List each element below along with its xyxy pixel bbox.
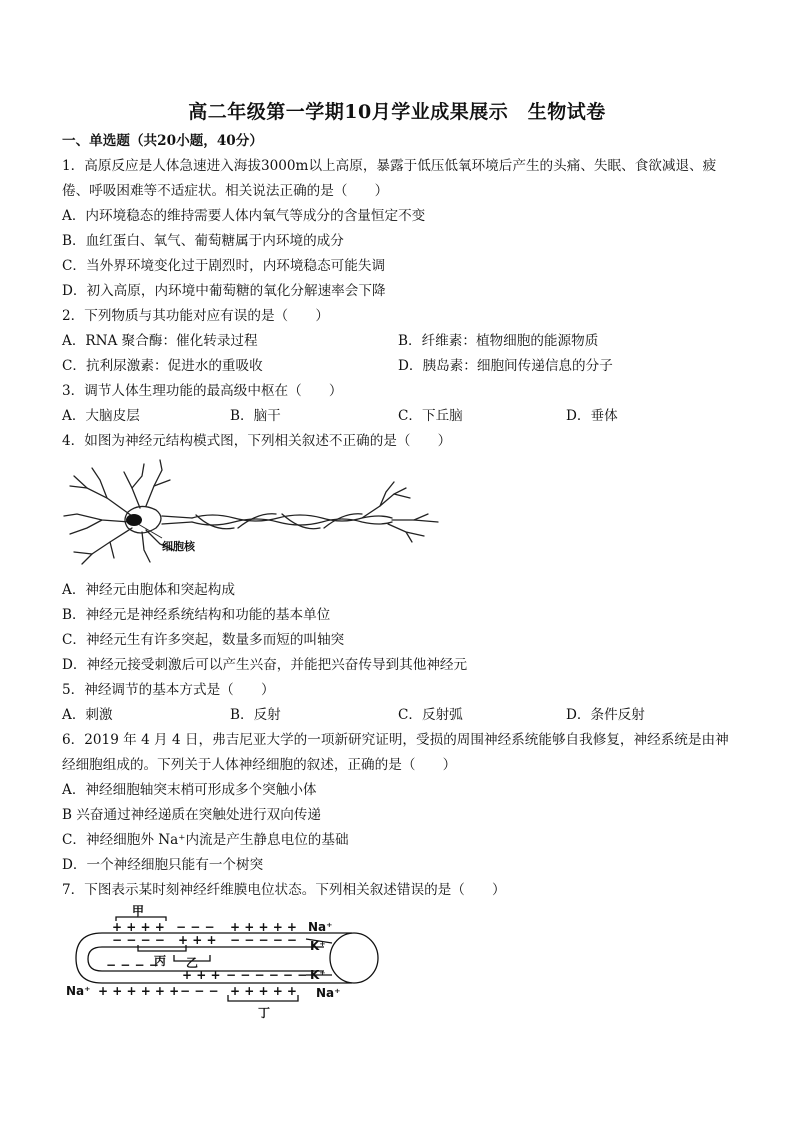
q2-stem: 2．下列物质与其功能对应有误的是（ ） <box>62 308 329 324</box>
q6-option-c: C．神经细胞外 Na⁺内流是产生静息电位的基础 <box>62 832 349 848</box>
label-bing: 丙 <box>154 954 167 968</box>
bot-inner-left-charges: − − − − <box>106 958 159 972</box>
top-inner-mid-charges: + + + <box>178 933 217 947</box>
bot-inner-mid-charges: + + + <box>182 968 221 982</box>
label-k-bottom: K⁺ <box>310 968 326 982</box>
label-na-top: Na⁺ <box>308 920 333 934</box>
q7-stem: 7．下图表示某时刻神经纤维膜电位状态。下列相关叙述错误的是（ ） <box>62 882 506 898</box>
membrane-potential-figure <box>62 905 392 1020</box>
q4-stem: 4．如图为神经元结构模式图，下列相关叙述不正确的是（ ） <box>62 433 452 449</box>
bot-outer-ding-charges: + + + + + <box>230 984 297 998</box>
top-inner-left-charges: − − − − <box>112 933 165 947</box>
q5-option-c: C．反射弧 <box>398 707 463 723</box>
top-outer-mid-charges: − − − <box>176 920 215 934</box>
label-k-top: K⁺ <box>310 939 326 953</box>
label-ding: 丁 <box>258 1006 271 1020</box>
q1-option-b: B．血红蛋白、氧气、葡萄糖属于内环境的成分 <box>62 233 344 249</box>
top-inner-right-charges: − − − − − <box>230 933 297 947</box>
bot-outer-left-charges: + + + + + + <box>98 984 180 998</box>
q4-option-b: B．神经元是神经系统结构和功能的基本单位 <box>62 607 331 623</box>
q1-option-a: A．内环境稳态的维持需要人体内氧气等成分的含量恒定不变 <box>62 208 426 224</box>
q3-stem: 3．调节人体生理功能的最高级中枢在（ ） <box>62 383 343 399</box>
q3-option-a: A．大脑皮层 <box>62 408 140 424</box>
q2-option-c: C．抗利尿激素：促进水的重吸收 <box>62 358 263 374</box>
q5-option-d: D．条件反射 <box>566 707 645 723</box>
q6-option-b: B 兴奋通过神经递质在突触处进行双向传递 <box>62 807 321 823</box>
top-outer-right-charges: + + + + + <box>230 920 297 934</box>
label-na-left: Na⁺ <box>66 984 91 998</box>
q6-option-d: D．一个神经细胞只能有一个树突 <box>62 857 264 873</box>
q5-option-a: A．刺激 <box>62 707 113 723</box>
label-jia: 甲 <box>132 905 145 918</box>
neuron-figure <box>62 458 444 568</box>
q4-option-a: A．神经元由胞体和突起构成 <box>62 582 235 598</box>
q1-option-c: C．当外界环境变化过于剧烈时，内环境稳态可能失调 <box>62 258 386 274</box>
q6-stem-line1: 6．2019 年 4 月 4 日，弗吉尼亚大学的一项新研究证明，受损的周围神经系统能够自我修复，神经系统是由神 <box>62 732 729 748</box>
label-na-right: Na⁺ <box>316 986 341 1000</box>
q3-option-c: C．下丘脑 <box>398 408 463 424</box>
q2-option-a: A．RNA 聚合酶：催化转录过程 <box>62 333 258 349</box>
nucleus-label: 细胞核 <box>162 540 195 553</box>
q4-option-c: C．神经元生有许多突起，数量多而短的叫轴突 <box>62 632 345 648</box>
top-outer-jia-charges: + + + + <box>112 920 165 934</box>
q5-stem: 5．神经调节的基本方式是（ ） <box>62 682 275 698</box>
exam-title: 高二年级第一学期10月学业成果展示 生物试卷 <box>188 101 606 123</box>
q2-option-d: D．胰岛素：细胞间传递信息的分子 <box>398 358 613 374</box>
q2-option-b: B．纤维素：植物细胞的能源物质 <box>398 333 599 349</box>
bot-inner-right-charges: − − − − − − <box>226 968 308 982</box>
q3-option-d: D．垂体 <box>566 408 618 424</box>
label-yi: 乙 <box>186 956 199 970</box>
q3-option-b: B．脑干 <box>230 408 281 424</box>
q1-stem-line1: 1．高原反应是人体急速进入海拔3000m以上高原，暴露于低压低氧环境后产生的头痛、失眠、食欲减退、疲 <box>62 158 717 174</box>
q1-option-d: D．初入高原，内环境中葡萄糖的氧化分解速率会下降 <box>62 283 386 299</box>
bot-outer-mid-charges: − − − <box>180 984 219 998</box>
section-heading: 一、单选题（共20小题，40分） <box>62 133 263 149</box>
q6-option-a: A．神经细胞轴突末梢可形成多个突触小体 <box>62 782 317 798</box>
q5-option-b: B．反射 <box>230 707 281 723</box>
q4-option-d: D．神经元接受刺激后可以产生兴奋，并能把兴奋传导到其他神经元 <box>62 657 468 673</box>
q6-stem-line2: 经细胞组成的。下列关于人体神经细胞的叙述，正确的是（ ） <box>62 757 457 773</box>
q1-stem-line2: 倦、呼吸困难等不适症状。相关说法正确的是（ ） <box>62 183 389 199</box>
